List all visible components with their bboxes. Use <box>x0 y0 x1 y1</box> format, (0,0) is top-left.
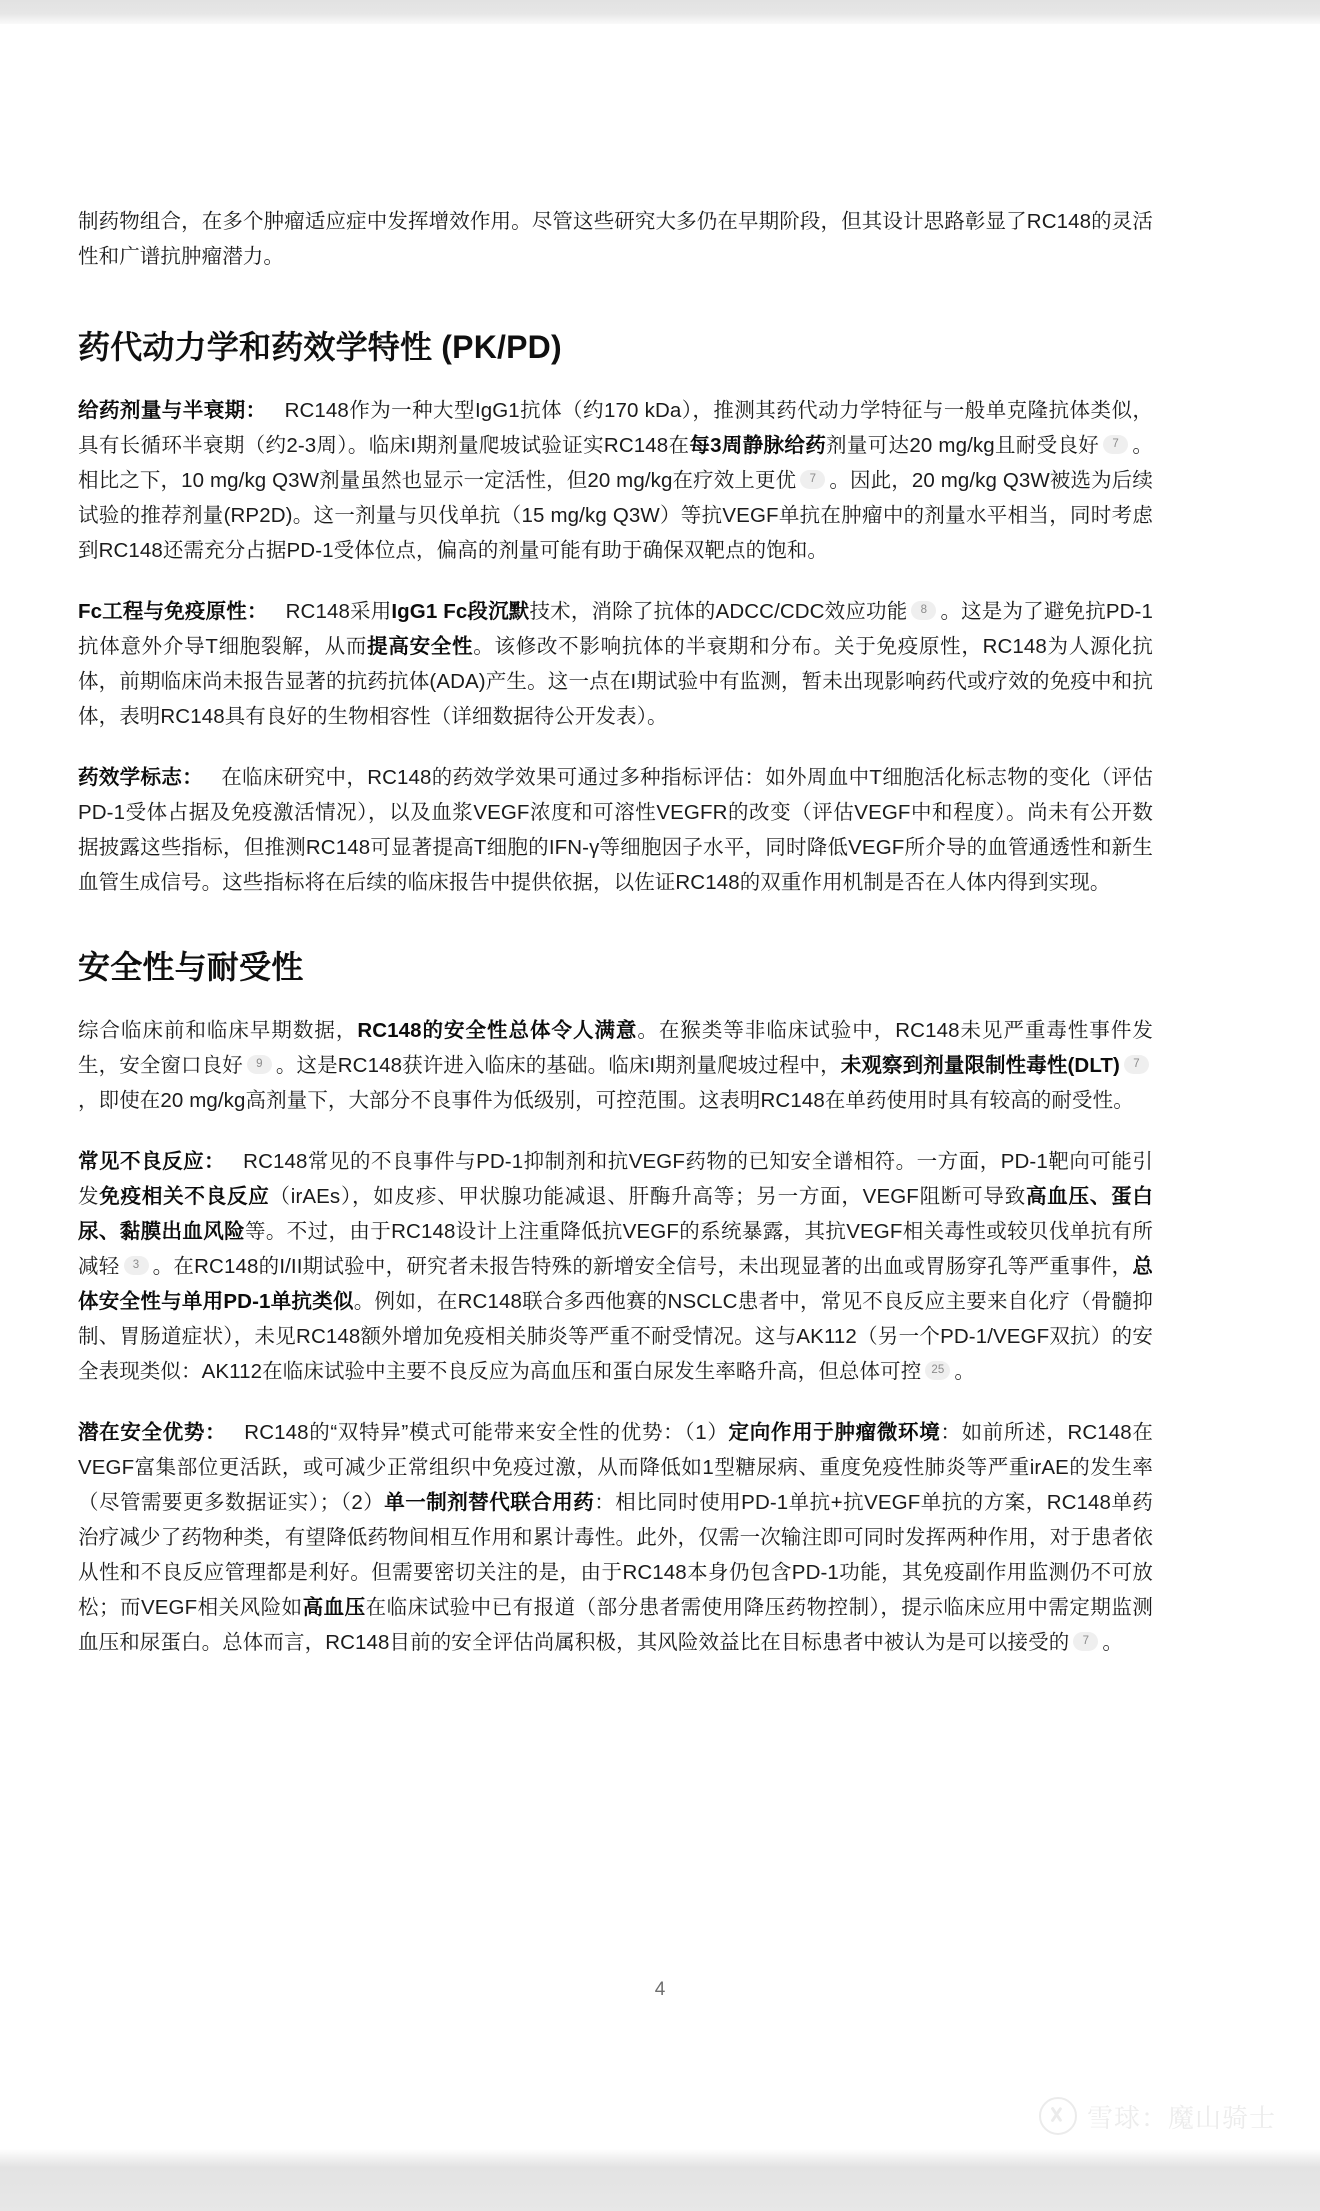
citation-reference[interactable]: 7 <box>1124 1055 1149 1074</box>
paragraph-lead-label: 药效学标志： <box>78 766 204 790</box>
citation-reference[interactable]: 25 <box>925 1361 950 1380</box>
body-text: 。 <box>1102 1631 1123 1655</box>
watermark-text: 雪球：魔山骑士 <box>1086 2102 1276 2133</box>
paragraph-lead-label: 给药剂量与半衰期： <box>78 399 267 423</box>
emphasis-text: 未观察到剂量限制性毒性(DLT) <box>840 1054 1120 1078</box>
body-text: 。相比之下，10 mg/kg Q3W剂量虽然也显示一定活性，但20 mg/kg在疗效上更优 <box>78 434 1153 493</box>
emphasis-text: 免疫相关不良反应 <box>99 1185 270 1209</box>
body-text: 剂量可达20 mg/kg且耐受良好 <box>826 434 1100 458</box>
body-text: 综合临床前和临床早期数据， <box>78 1019 358 1043</box>
paragraph-lead-label: Fc工程与免疫原性： <box>78 600 268 624</box>
body-text: ：相比同时使用PD-1单抗+抗VEGF单抗的方案，RC148单药治疗减少了药物种类，有望降低药物间相互作用和累计毒性。此外，仅需一次输注即可同时发挥两种作用，对于患者依从性和不良反应管理都是利好。但需要密切关注的是，由于RC148本身仍包含PD-1功能，其免疫副作用监测仍不可放松；而VEGF相关风险如 <box>78 1491 1153 1620</box>
body-text: RC148作为一种大型IgG1抗体（约170 kDa），推测其药代动力学特征与一般单克隆抗体类似，具有长循环半衰期（约2-3周）。临床I期剂量爬坡试验证实RC148在 <box>78 399 1153 458</box>
citation-reference[interactable]: 7 <box>1073 1632 1098 1651</box>
page-gap-bottom <box>0 2149 1320 2211</box>
body-text: RC148采用 <box>285 600 392 624</box>
emphasis-text: 总体安全性与单用PD-1单抗类似 <box>78 1255 1154 1314</box>
body-paragraph <box>78 1013 1153 1118</box>
body-text: 在临床试验中已有报道（部分患者需使用降压药物控制），提示临床应用中需定期监测血压和尿蛋白。总体而言，RC148目前的安全评估尚属积极，其风险效益比在目标患者中被认为是可以接受的 <box>78 1596 1153 1655</box>
body-text: RC148的“双特异”模式可能带来安全性的优势：（1） <box>244 1421 729 1445</box>
body-paragraph <box>78 1415 1153 1660</box>
body-text: ，即使在20 mg/kg高剂量下，大部分不良事件为低级别，可控范围。这表明RC148在单药使用时具有较高的耐受性。 <box>78 1089 1134 1113</box>
emphasis-text: 高血压、蛋白尿、黏膜出血风险 <box>78 1185 1153 1244</box>
emphasis-text: 单一制剂替代联合用药 <box>384 1491 595 1515</box>
body-text: 。 <box>954 1360 975 1384</box>
sections-container <box>78 326 1153 1660</box>
body-text: 。因此，20 mg/kg Q3W被选为后续试验的推荐剂量(RP2D)。这一剂量与贝伐单抗（15 mg/kg Q3W）等抗VEGF单抗在肿瘤中的剂量水平相当，同时考虑到RC148还需充分占据PD-1受体位点，偏高的剂量可能有助于确保双靶点的饱和。 <box>78 469 1153 563</box>
citation-reference[interactable]: 8 <box>911 601 936 620</box>
citation-reference[interactable]: 7 <box>1103 435 1128 454</box>
page-number: 4 <box>654 1979 666 2000</box>
body-text: RC148常见的不良事件与PD-1抑制剂和抗VEGF药物的已知安全谱相符。一方面，PD-1靶向可能引发 <box>78 1150 1153 1209</box>
body-text: （irAEs），如皮疹、甲状腺功能减退、肝酶升高等；另一方面，VEGF阻断可导致 <box>269 1185 1026 1209</box>
citation-reference[interactable]: 3 <box>124 1256 149 1275</box>
citation-reference[interactable]: 9 <box>247 1055 272 1074</box>
emphasis-text: 高血压 <box>302 1596 366 1620</box>
citation-reference[interactable]: 7 <box>800 470 825 489</box>
body-paragraph <box>78 393 1153 568</box>
emphasis-text: 定向作用于肿瘤微环境 <box>728 1421 941 1445</box>
body-paragraph <box>78 760 1153 900</box>
watermark <box>1039 2097 1276 2135</box>
body-text: 。例如，在RC148联合多西他赛的NSCLC患者中，常见不良反应主要来自化疗（骨髓抑制、胃肠道症状），未见RC148额外增加免疫相关肺炎等严重不耐受情况。这与AK112（另一个PD-1/VEGF双抗）的安全表现类似：AK112在临床试验中主要不良反应为高血压和蛋白尿发生率略升高，但总体可控 <box>78 1290 1153 1384</box>
body-text: 在临床研究中，RC148的药效学效果可通过多种指标评估：如外周血中T细胞活化标志物的变化（评估PD-1受体占据及免疫激活情况），以及血浆VEGF浓度和可溶性VEGFR的改变（评估VEGF中和程度）。尚未有公开数据披露这些指标，但推测RC148可显著提高T细胞的IFN-γ等细胞因子水平，同时降低VEGF所介导的血管通透性和新生血管生成信号。这些指标将在后续的临床报告中提供依据，以佐证RC148的双重作用机制是否在人体内得到实现。 <box>78 766 1153 895</box>
body-paragraph <box>78 1144 1153 1389</box>
page-gap-top <box>0 0 1320 24</box>
body-text: 。在RC148的I/II期试验中，研究者未报告特殊的新增安全信号，未出现显著的出血或胃肠穿孔等严重事件， <box>152 1255 1133 1279</box>
paragraph-lead-label: 潜在安全优势： <box>78 1421 227 1445</box>
body-text: 技术，消除了抗体的ADCC/CDC效应功能 <box>529 600 908 624</box>
paragraph-lead-label: 常见不良反应： <box>78 1150 226 1174</box>
document-page <box>0 24 1320 2149</box>
body-text: 。在猴类等非临床试验中，RC148未见严重毒性事件发生，安全窗口良好 <box>78 1019 1153 1078</box>
continued-paragraph-text: 制药物组合，在多个肿瘤适应症中发挥增效作用。尽管这些研究大多仍在早期阶段，但其设计思路彰显了RC148的灵活性和广谱抗肿瘤潜力。 <box>78 210 1153 268</box>
section-heading: 药代动力学和药效学特性 (PK/PD) <box>78 329 562 365</box>
body-text: 。该修改不影响抗体的半衰期和分布。关于免疫原性，RC148为人源化抗体，前期临床尚未报告显著的抗药抗体(ADA)产生。这一点在I期试验中有监测，暂未出现影响药代或疗效的免疫中和抗体，表明RC148具有良好的生物相容性（详细数据待公开发表）。 <box>78 635 1154 729</box>
emphasis-text: 每3周静脉给药 <box>689 434 827 458</box>
continued-paragraph <box>78 204 1153 274</box>
body-text: ：如前所述，RC148在VEGF富集部位更活跃，或可减少正常组织中免疫过激，从而降低如1型糖尿病、重度免疫性肺炎等严重irAE的发生率（尽管需要更多数据证实）；（2） <box>78 1421 1153 1515</box>
body-paragraph <box>78 594 1153 734</box>
xueqiu-logo-icon <box>1039 2097 1077 2135</box>
body-text: 。这是为了避免抗PD-1抗体意外介导T细胞裂解，从而 <box>78 600 1153 659</box>
emphasis-text: 提高安全性 <box>367 635 474 659</box>
emphasis-text: IgG1 Fc段沉默 <box>391 600 530 624</box>
section-heading: 安全性与耐受性 <box>78 949 304 986</box>
emphasis-text: RC148的安全性总体令人满意 <box>357 1019 638 1043</box>
page-content <box>78 204 1153 1660</box>
body-text: 等。不过，由于RC148设计上注重降低抗VEGF的系统暴露，其抗VEGF相关毒性或较贝伐单抗有所减轻 <box>78 1220 1153 1279</box>
body-text: 。这是RC148获许进入临床的基础。临床I期剂量爬坡过程中， <box>275 1054 841 1078</box>
